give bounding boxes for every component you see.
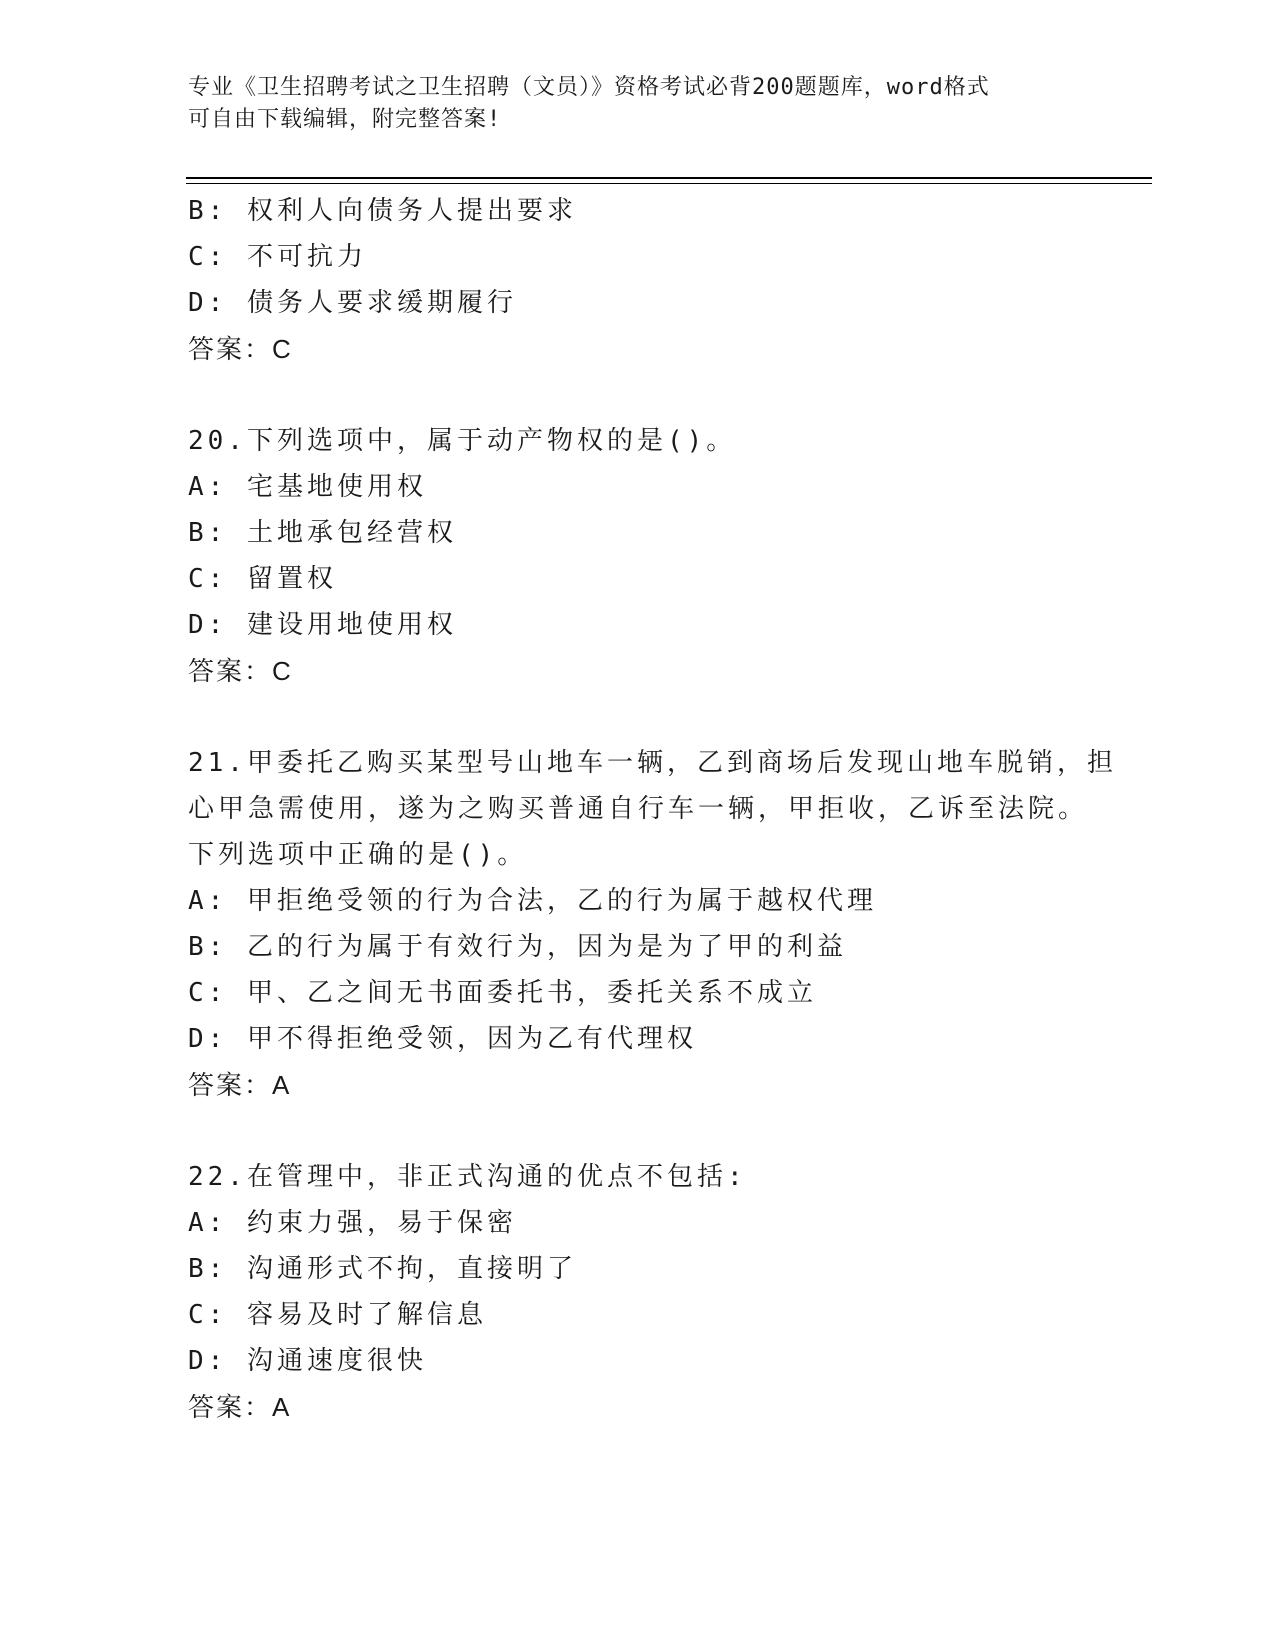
option-c: C: 甲、乙之间无书面委托书，委托关系不成立 — [188, 978, 817, 1008]
answer: 答案：A — [188, 1070, 292, 1100]
option-a: A: 宅基地使用权 — [188, 472, 427, 502]
option-d: D: 甲不得拒绝受领，因为乙有代理权 — [188, 1024, 697, 1054]
question-stem: 22.在管理中，非正式沟通的优点不包括: — [188, 1162, 747, 1192]
option-a: A: 约束力强，易于保密 — [188, 1208, 517, 1238]
answer: 答案：C — [188, 334, 293, 364]
option-c: C: 留置权 — [188, 564, 337, 594]
answer: 答案：A — [188, 1392, 292, 1422]
option-b: B: 乙的行为属于有效行为，因为是为了甲的利益 — [188, 932, 847, 962]
question-list — [188, 188, 1117, 1430]
option-c: C: 不可抗力 — [188, 242, 367, 272]
spacer — [188, 694, 1108, 740]
question-stem-line-2: 心甲急需使用，遂为之购买普通自行车一辆，甲拒收，乙诉至法院。 — [188, 794, 1089, 824]
option-b: B: 沟通形式不拘，直接明了 — [188, 1254, 577, 1284]
document-header — [188, 72, 1088, 136]
option-c: C: 容易及时了解信息 — [188, 1300, 487, 1330]
question-stem-line-1: 21.甲委托乙购买某型号山地车一辆，乙到商场后发现山地车脱销，担 — [188, 748, 1117, 778]
header-line-2: 可自由下载编辑，附完整答案! — [188, 107, 502, 132]
spacer — [188, 372, 1108, 418]
option-a: A: 甲拒绝受领的行为合法，乙的行为属于越权代理 — [188, 886, 877, 916]
option-b: B: 权利人向债务人提出要求 — [188, 196, 577, 226]
option-d: D: 债务人要求缓期履行 — [188, 288, 517, 318]
header-rule-thick — [186, 177, 1152, 179]
spacer — [188, 1108, 1108, 1154]
answer: 答案：C — [188, 656, 293, 686]
option-d: D: 沟通速度很快 — [188, 1346, 427, 1376]
question-22 — [188, 1154, 1108, 1430]
question-stem-line-3: 下列选项中正确的是()。 — [188, 840, 528, 870]
question-19-tail — [188, 188, 1108, 372]
option-d: D: 建设用地使用权 — [188, 610, 457, 640]
question-stem: 20.下列选项中，属于动产物权的是()。 — [188, 426, 737, 456]
question-21 — [188, 740, 1117, 1108]
question-20 — [188, 418, 1108, 694]
header-line-1: 专业《卫生招聘考试之卫生招聘（文员）》资格考试必背200题题库，word格式 — [188, 75, 990, 100]
option-b: B: 土地承包经营权 — [188, 518, 457, 548]
header-rule-thin — [186, 183, 1152, 184]
